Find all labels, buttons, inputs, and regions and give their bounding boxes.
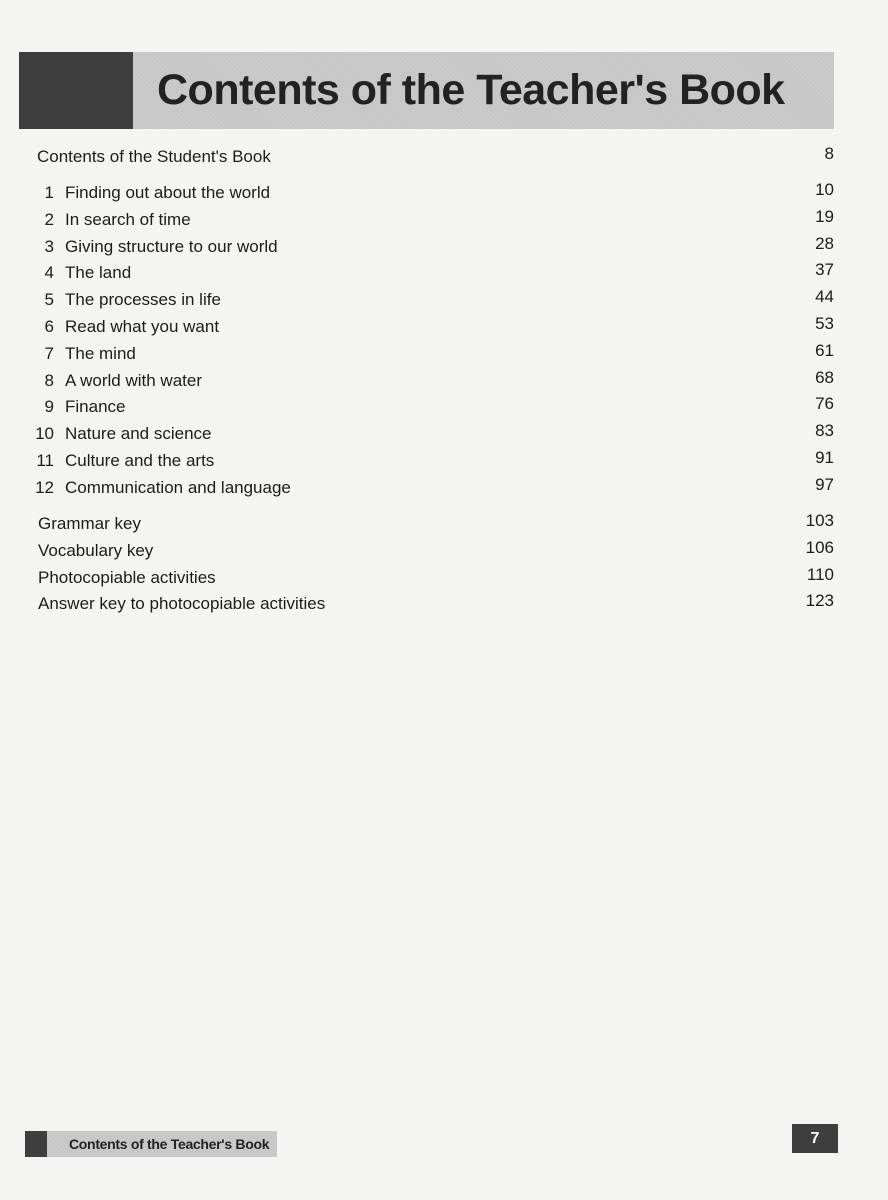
toc-entry-extra [0,564,888,594]
footer-bar-panel [47,1131,277,1157]
toc-entry-page: 10 [815,180,834,199]
toc-entry-page: 28 [815,233,834,253]
toc-entry-label: The mind [65,343,136,363]
toc-entry-label: Answer key to photocopiable activities [38,594,326,614]
toc-entry-page: 8 [824,144,834,163]
toc-entry-number: 7 [44,343,54,363]
toc-entry-label: Culture and the arts [65,451,215,470]
toc-entry-page: 19 [815,206,834,226]
toc-entry-label: The processes in life [65,290,221,310]
toc-entry-number: 10 [35,424,54,444]
toc-entry-label: Communication and language [65,477,291,497]
toc-entry-unit [0,287,888,316]
toc-entry-page: 76 [815,394,834,414]
toc-entry-page: 106 [805,537,834,557]
toc-entry-unit [0,206,888,236]
toc-entry-label: A world with water [65,370,202,390]
footer-bar [25,1131,277,1157]
toc-entry-number: 5 [44,290,54,310]
toc-entry-unit [0,260,888,289]
toc-entry-page: 37 [815,260,834,280]
toc-entry-unit [0,448,888,477]
toc-entry-number: 4 [44,263,54,283]
toc-entry-extra [0,591,888,620]
toc-entry-unit [0,421,888,450]
toc-entry-label: In search of time [65,209,191,229]
toc-entry-label: Grammar key [38,514,141,533]
toc-entry-intro [0,144,888,173]
toc-entry-label: Contents of the Student's Book [37,147,271,166]
toc-entry-number: 11 [36,451,54,470]
footer-title: Contents of the Teacher's Book [69,1136,270,1152]
toc-entry-page: 103 [805,511,834,530]
toc-entry-label: Giving structure to our world [65,236,278,256]
toc-entry-page: 110 [806,564,834,584]
toc-entry-page: 53 [815,314,834,333]
toc-entry-number: 8 [44,370,54,390]
toc-entry-number: 9 [44,397,54,417]
toc-entry-unit [0,180,888,209]
title-bar-panel [133,52,834,129]
page-number-badge: 7 [792,1124,838,1153]
toc-entry-page: 68 [815,367,834,387]
toc-entry-label: Read what you want [65,317,220,336]
toc-entry-page: 97 [815,474,834,494]
toc-entry-unit [0,340,888,370]
toc-entry-page: 44 [815,287,834,307]
toc-entry-page: 123 [805,591,834,611]
toc-entry-page: 61 [815,340,834,360]
toc-entry-unit [0,314,888,343]
toc-entry-unit [0,367,888,397]
toc-entry-extra [0,537,888,567]
toc-entry-label: The land [65,263,132,283]
toc-entry-unit [0,233,888,263]
title-bar-accent [19,52,133,129]
toc-entry-label: Vocabulary key [38,540,154,560]
toc-entry-label: Nature and science [65,424,212,444]
toc-entry-page: 83 [815,421,834,441]
toc-entry-unit [0,474,888,504]
page-title: Contents of the Teacher's Book [157,66,785,114]
toc-entry-label: Finding out about the world [65,183,271,202]
toc-entry-unit [0,394,888,423]
toc-entry-number: 6 [44,317,54,336]
toc-entry-number: 1 [44,183,54,202]
toc-entry-label: Photocopiable activities [38,567,216,587]
toc-entry-extra [0,511,888,540]
page-title-bar [19,52,834,129]
toc-entry-number: 12 [35,477,54,497]
footer-bar-accent [25,1131,47,1157]
toc-entry-number: 2 [44,209,54,229]
toc-entry-number: 3 [44,236,54,256]
toc-entry-page: 91 [815,448,834,467]
toc-entry-label: Finance [65,397,126,417]
